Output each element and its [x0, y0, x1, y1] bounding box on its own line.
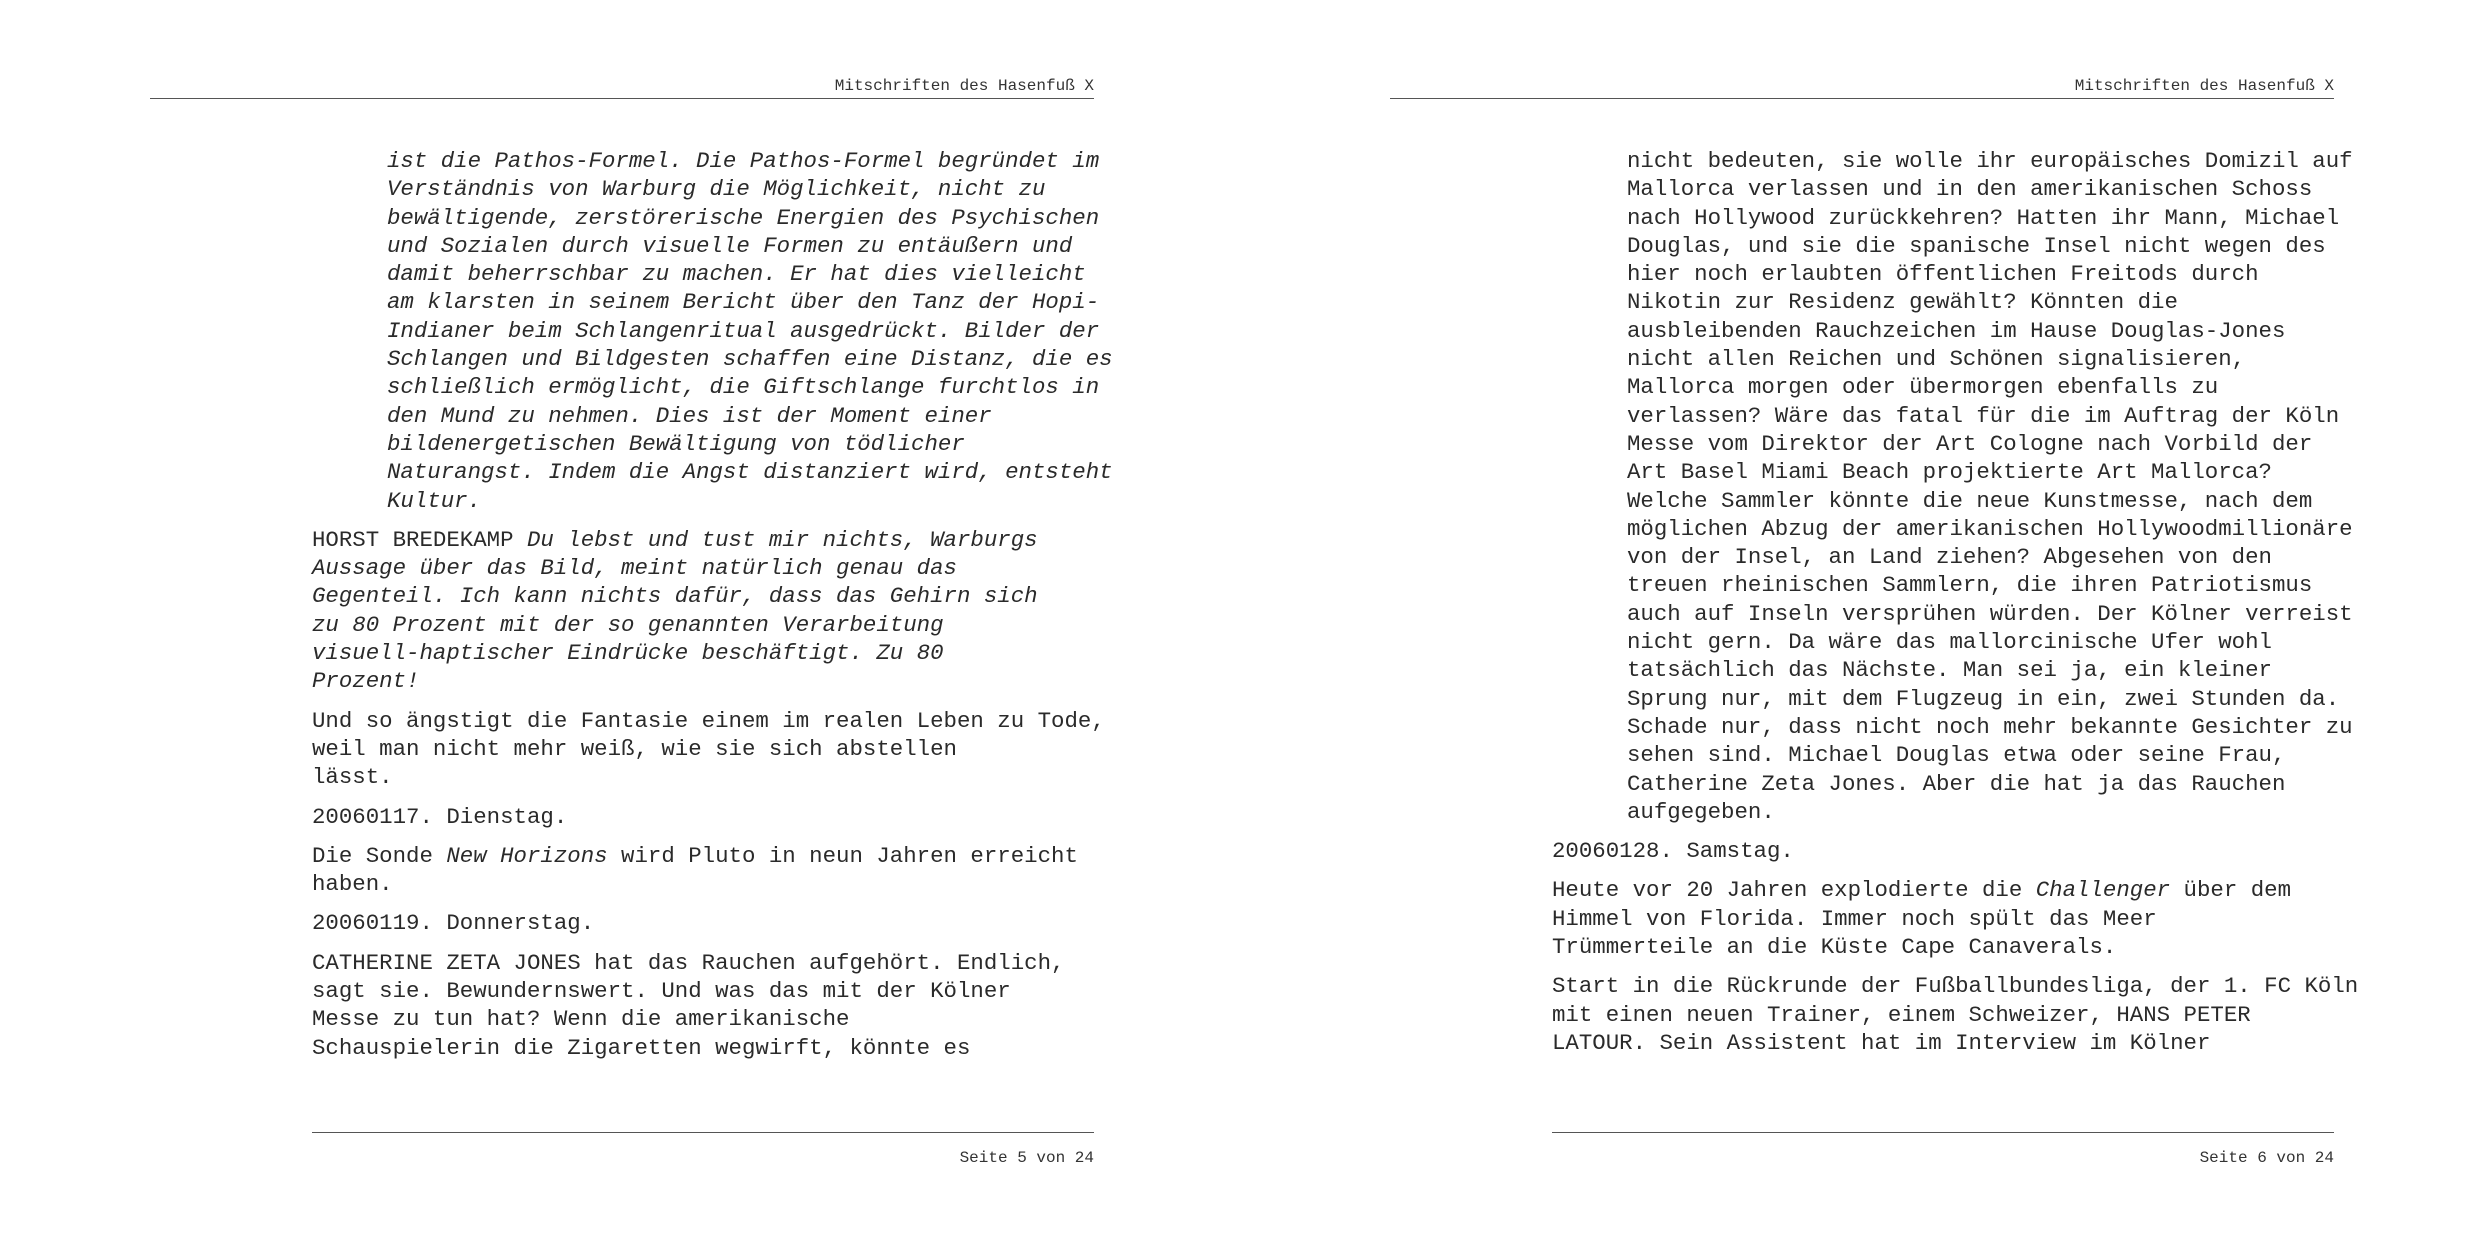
paragraph — [1552, 837, 2342, 865]
text-run: Schauspielerin die Zigaretten wegwirft, könnte es — [312, 1034, 971, 1061]
text-run: Messe zu tun hat? Wenn die amerikanische — [312, 1006, 850, 1033]
text-run: Trümmerteile an die Küste Cape Canaverals. — [1552, 934, 2117, 961]
text-run: haben. — [312, 871, 393, 898]
text-run: verlassen? Wäre das fatal für die im Auftrag der Köln — [1627, 402, 2340, 429]
text-line — [1627, 317, 2342, 345]
footer-rule — [312, 1132, 1094, 1133]
text-line — [1627, 175, 2342, 203]
text-run: Die Sonde — [312, 842, 447, 869]
italic-text: Aussage über das Bild, meint natürlich genau das — [312, 555, 957, 582]
text-run: Start in die Rückrunde der Fußballbundesliga, der 1. FC Köln — [1552, 973, 2359, 1000]
text-line — [312, 842, 1102, 870]
text-line — [312, 949, 1102, 977]
text-run: mit einen neuen Trainer, einem Schweizer, HANS PETER — [1552, 1001, 2251, 1028]
text-line — [1627, 402, 2342, 430]
text-line — [387, 373, 1102, 401]
italic-text: zu 80 Prozent mit der so genannten Verarbeitung — [312, 611, 944, 638]
text-run: Catherine Zeta Jones. Aber die hat ja das Rauchen — [1627, 770, 2286, 797]
text-run: über dem — [2170, 877, 2292, 904]
text-line — [387, 175, 1102, 203]
text-line — [1627, 373, 2342, 401]
text-line — [387, 232, 1102, 260]
text-line — [1552, 933, 2342, 961]
paragraph — [1552, 147, 2353, 826]
text-run: 20060117. Dienstag. — [312, 803, 568, 830]
text-run: nicht gern. Da wäre das mallorcinische Ufer wohl — [1627, 629, 2272, 656]
text-line — [387, 345, 1113, 373]
paragraph — [312, 949, 1102, 1062]
paragraph — [312, 147, 1113, 515]
italic-text: und Sozialen durch visuelle Formen zu entäußern und — [387, 232, 1073, 259]
text-line — [312, 735, 1102, 763]
text-line — [312, 707, 1105, 735]
header-rule — [1390, 98, 2334, 99]
text-run: aufgegeben. — [1627, 798, 1775, 825]
text-line — [1627, 345, 2342, 373]
text-run: Schade nur, dass nicht noch mehr bekannte Gesichter zu — [1627, 713, 2353, 740]
text-line — [1627, 571, 2342, 599]
text-line — [1627, 741, 2342, 769]
text-run: Sprung nur, mit dem Flugzeug in ein, zwei Stunden da. — [1627, 685, 2340, 712]
text-line — [1627, 798, 2342, 826]
italic-text: Prozent! — [312, 668, 420, 695]
text-run: CATHERINE ZETA JONES hat das Rauchen aufgehört. Endlich, — [312, 949, 1065, 976]
text-line — [312, 639, 1102, 667]
text-line — [1552, 876, 2342, 904]
paragraph — [312, 803, 1102, 831]
header-rule — [150, 98, 1094, 99]
text-run: Heute vor 20 Jahren explodierte die — [1552, 877, 2036, 904]
text-line — [312, 1034, 1102, 1062]
paragraph — [312, 707, 1105, 792]
text-line — [312, 909, 1102, 937]
italic-text: Naturangst. Indem die Angst distanziert wird, entsteht — [387, 459, 1113, 486]
text-line — [1627, 600, 2353, 628]
text-run: sagt sie. Bewundernswert. Und was das mit der Kölner — [312, 978, 1011, 1005]
italic-text: Du lebst und tust mir nichts, Warburgs — [527, 526, 1038, 553]
text-line — [387, 260, 1102, 288]
italic-text: bewältigende, zerstörerische Energien des Psychischen — [387, 204, 1100, 231]
text-line — [312, 763, 1102, 791]
text-run: sehen sind. Michael Douglas etwa oder seine Frau, — [1627, 742, 2286, 769]
italic-text: Gegenteil. Ich kann nichts dafür, dass das Gehirn sich — [312, 583, 1038, 610]
page-number: Seite 5 von 24 — [959, 1149, 1094, 1167]
text-line — [312, 611, 1102, 639]
text-run: Und so ängstigt die Fantasie einem im realen Leben zu Tode, — [312, 707, 1105, 734]
text-line — [387, 204, 1102, 232]
text-line — [1627, 515, 2353, 543]
text-run: von der Insel, an Land ziehen? Abgesehen von den — [1627, 544, 2272, 571]
text-line — [1627, 713, 2353, 741]
text-line — [1552, 1029, 2342, 1057]
text-run: Mallorca morgen oder übermorgen ebenfalls zu — [1627, 374, 2219, 401]
paragraph — [312, 842, 1102, 899]
text-line — [1627, 628, 2342, 656]
text-line — [312, 667, 1102, 695]
text-run: Art Basel Miami Beach projektierte Art Mallorca? — [1627, 459, 2272, 486]
text-run: tatsächlich das Nächste. Man sei ja, ein kleiner — [1627, 657, 2272, 684]
text-run: 20060128. Samstag. — [1552, 838, 1794, 865]
text-line — [1552, 837, 2342, 865]
italic-text: Kultur. — [387, 487, 482, 514]
page-6 — [1240, 0, 2480, 1240]
text-run: nicht allen Reichen und Schönen signalisieren, — [1627, 346, 2246, 373]
text-run: Mallorca verlassen und in den amerikanischen Schoss — [1627, 176, 2313, 203]
footer-rule — [1552, 1132, 2334, 1133]
italic-text: Verständnis von Warburg die Möglichkeit, nicht zu — [387, 176, 1046, 203]
text-line — [1627, 204, 2342, 232]
italic-text: damit beherrschbar zu machen. Er hat dies vielleicht — [387, 261, 1086, 288]
text-line — [1627, 288, 2342, 316]
text-line — [387, 458, 1113, 486]
text-line — [312, 870, 1102, 898]
page-body — [1552, 147, 2359, 1068]
italic-text: am klarsten in seinem Bericht über den Tanz der Hopi- — [387, 289, 1100, 316]
text-line — [312, 977, 1102, 1005]
italic-text: ist die Pathos-Formel. Die Pathos-Formel begründet im — [387, 148, 1100, 174]
text-run: Welche Sammler könnte die neue Kunstmesse, nach dem — [1627, 487, 2313, 514]
text-line — [387, 487, 1102, 515]
paragraph — [1552, 972, 2359, 1057]
text-run: ausbleibenden Rauchzeichen im Hause Douglas-Jones — [1627, 317, 2286, 344]
text-line — [1627, 487, 2342, 515]
italic-text: Schlangen und Bildgesten schaffen eine Distanz, die es — [387, 346, 1113, 373]
text-run: weil man nicht mehr weiß, wie sie sich abstellen — [312, 735, 957, 762]
text-line — [1552, 972, 2359, 1000]
text-line — [1627, 430, 2342, 458]
text-run: Himmel von Florida. Immer noch spült das Meer — [1552, 905, 2157, 932]
text-line — [312, 582, 1102, 610]
text-run: 20060119. Donnerstag. — [312, 910, 595, 937]
text-run: lässt. — [312, 764, 393, 791]
paragraph — [1552, 876, 2342, 961]
text-line — [1627, 685, 2342, 713]
text-line — [387, 288, 1102, 316]
text-run: nicht bedeuten, sie wolle ihr europäisches Domizil auf — [1627, 148, 2353, 174]
text-line — [1627, 232, 2342, 260]
text-run: auch auf Inseln versprühen würden. Der Kölner verreist — [1627, 600, 2353, 627]
text-line — [1627, 260, 2342, 288]
text-line — [312, 803, 1102, 831]
text-line — [387, 402, 1102, 430]
italic-text: den Mund zu nehmen. Dies ist der Moment einer — [387, 402, 992, 429]
text-run: Nikotin zur Residenz gewählt? Könnten die — [1627, 289, 2178, 316]
italic-text: schließlich ermöglicht, die Giftschlange furchtlos in — [387, 374, 1100, 401]
text-run: LATOUR. Sein Assistent hat im Interview im Kölner — [1552, 1029, 2211, 1056]
text-run: Messe vom Direktor der Art Cologne nach Vorbild der — [1627, 430, 2313, 457]
text-line — [387, 430, 1102, 458]
italic-text: visuell-haptischer Eindrücke beschäftigt. Zu 80 — [312, 640, 944, 667]
text-line — [312, 526, 1102, 554]
italic-text: bildenergetischen Bewältigung von tödlicher — [387, 430, 965, 457]
page-body — [312, 147, 1113, 1073]
text-line — [1552, 905, 2342, 933]
running-header: Mitschriften des Hasenfuß X — [834, 77, 1094, 95]
text-line — [387, 317, 1102, 345]
text-line — [1552, 1001, 2342, 1029]
text-line — [1627, 147, 2353, 175]
text-line — [1627, 656, 2342, 684]
text-line — [1627, 458, 2342, 486]
text-run: möglichen Abzug der amerikanischen Hollywoodmillionäre — [1627, 515, 2353, 542]
text-line — [312, 554, 1102, 582]
text-line — [1627, 543, 2342, 571]
text-run: treuen rheinischen Sammlern, die ihren Patriotismus — [1627, 572, 2313, 599]
italic-text: Challenger — [2035, 877, 2171, 904]
text-line — [312, 1005, 1102, 1033]
italic-text: Indianer beim Schlangenritual ausgedrückt. Bilder der — [387, 317, 1100, 344]
italic-text: New Horizons — [446, 842, 608, 869]
text-run: nach Hollywood zurückkehren? Hatten ihr Mann, Michael — [1627, 204, 2340, 231]
text-run: HORST BREDEKAMP — [312, 526, 527, 553]
running-header: Mitschriften des Hasenfuß X — [2074, 77, 2334, 95]
paragraph — [312, 526, 1102, 696]
text-line — [387, 147, 1102, 175]
text-run: hier noch erlaubten öffentlichen Freitods durch — [1627, 261, 2259, 288]
text-run: wird Pluto in neun Jahren erreicht — [607, 842, 1078, 869]
page-number: Seite 6 von 24 — [2199, 1149, 2334, 1167]
paragraph — [312, 909, 1102, 937]
text-line — [1627, 770, 2342, 798]
text-run: Douglas, und sie die spanische Insel nicht wegen des — [1627, 232, 2326, 259]
